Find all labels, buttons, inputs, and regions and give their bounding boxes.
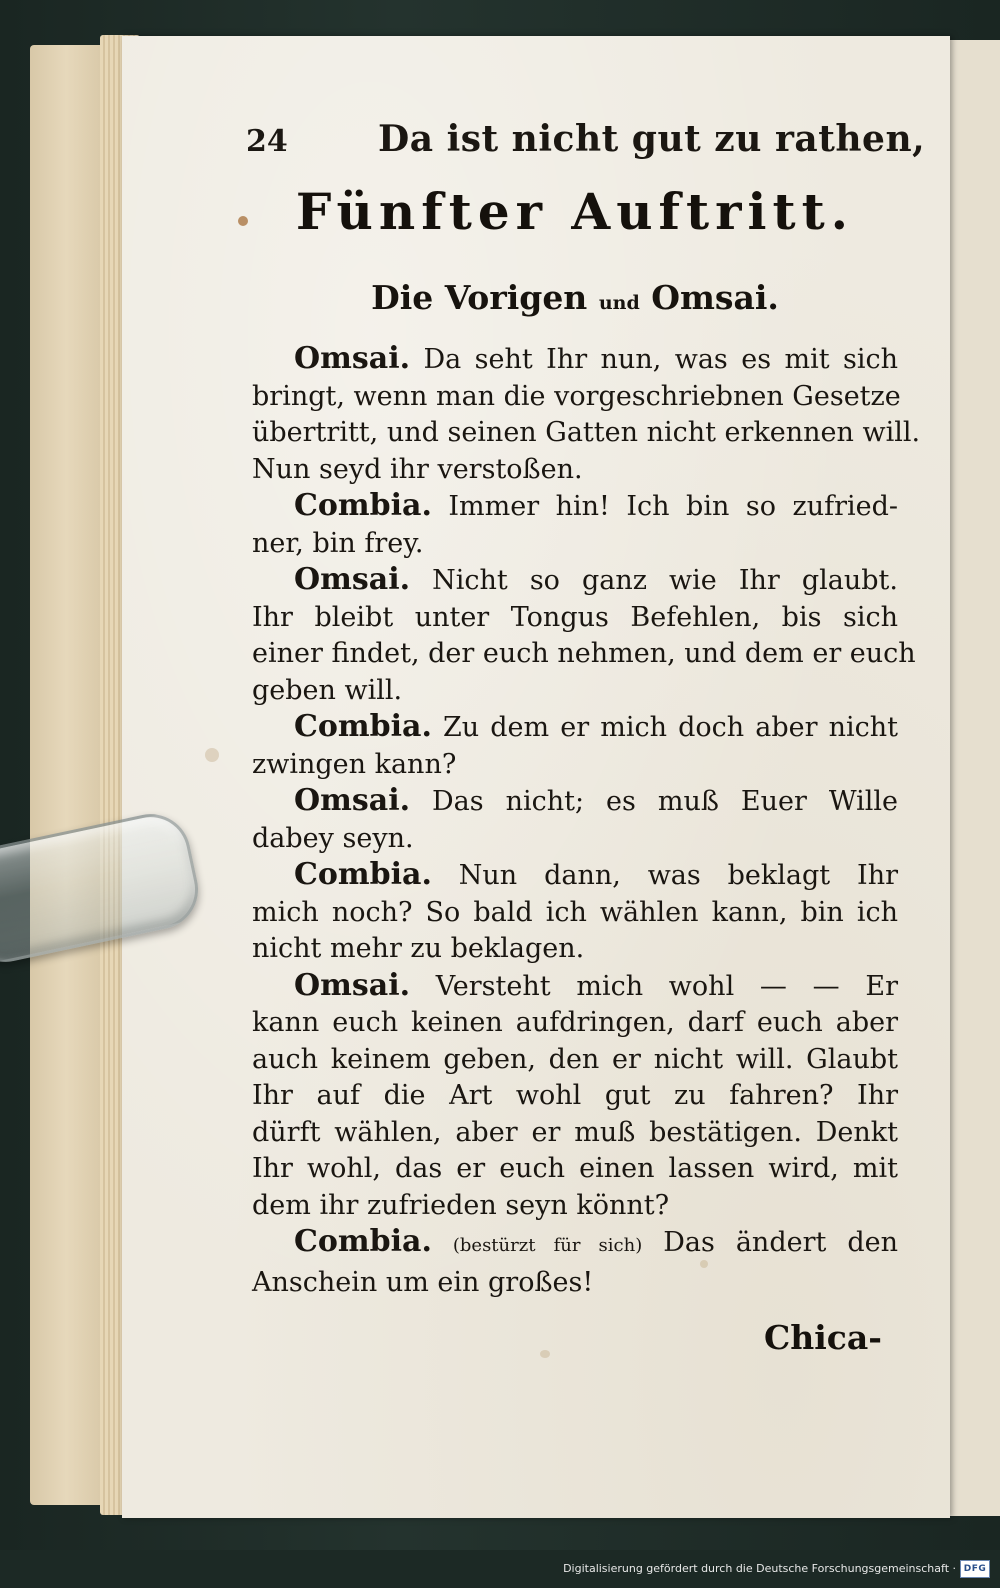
text-line: Versteht mich wohl — — Er (435, 970, 898, 1002)
text-line: zwingen kann? (252, 748, 457, 780)
foxing-spot (540, 1350, 550, 1358)
page-number: 24 (246, 124, 288, 159)
text-line: bringt, wenn man die vorgeschriebnen Gesetze (252, 380, 901, 412)
speaker-name: Combia. (294, 1224, 432, 1259)
cast-conjunction: und (598, 292, 640, 314)
text-line: Nun dann, was beklagt Ihr (458, 860, 898, 891)
foxing-spot (700, 1260, 708, 1268)
text-line: übertritt, und seinen Gatten nicht erkennen will. (252, 417, 921, 448)
text-line: Das nicht; es muß Euer Wille (432, 786, 898, 817)
cast-main-1: Die Vorigen (371, 278, 588, 317)
footer-credit: Digitalisierung gefördert durch die Deutsche Forschungsgemeinschaft · (563, 1562, 956, 1575)
dialogue-paragraph (252, 488, 898, 562)
speaker-name: Combia. (294, 488, 432, 523)
speaker-name: Omsai. (294, 967, 411, 1003)
dialogue-paragraph (252, 857, 898, 968)
text-line: mich noch? So bald ich wählen kann, bin ich (252, 896, 898, 928)
text-line: dabey seyn. (252, 822, 414, 854)
text-line: Zu dem er mich doch aber nicht (443, 712, 898, 743)
scene-title: Fünfter Auftritt. (295, 182, 855, 241)
text-line: ner, bin frey. (252, 527, 424, 559)
text-line: Da seht Ihr nun, was es mit sich (423, 344, 898, 375)
dialogue-paragraph (252, 783, 898, 857)
speaker-name: Omsai. (294, 562, 411, 597)
text-line: dem ihr zufrieden seyn könnt? (252, 1189, 670, 1221)
speaker-name: Omsai. (294, 341, 411, 376)
dfg-logo-icon: DFG (960, 1560, 990, 1578)
text-line: dürft wählen, aber er muß bestätigen. Denkt (252, 1116, 898, 1148)
text-line: Nicht so ganz wie Ihr glaubt. (432, 565, 898, 596)
text-line: Ihr wohl, das er euch einen lassen wird, mit (252, 1153, 898, 1184)
text-line: Ihr bleibt unter Tongus Befehlen, bis sich (252, 601, 898, 633)
running-title: Da ist nicht gut zu rathen, (378, 118, 926, 160)
catchword: Chica- (764, 1318, 882, 1357)
stage-direction: (bestürzt für sich) (452, 1235, 643, 1256)
text-line: auch keinem geben, den er nicht will. Glaubt (252, 1043, 898, 1075)
dialogue-paragraph (252, 562, 916, 709)
speaker-name: Combia. (294, 857, 432, 892)
dialogue-paragraph (252, 968, 898, 1225)
cast-main-2: Omsai. (651, 278, 779, 317)
text-line: nicht mehr zu beklagen. (252, 933, 585, 964)
dialogue-paragraph (252, 1224, 898, 1301)
text-line: Ihr auf die Art wohl gut zu fahren? Ihr (252, 1080, 898, 1111)
ink-spot (238, 216, 248, 226)
dialogue-paragraph (252, 341, 921, 488)
text-line: geben will. (252, 674, 403, 706)
text-line: Immer hin! Ich bin so zufried- (448, 491, 898, 522)
text-line: Das ändert den (663, 1227, 898, 1258)
cast-line (250, 278, 900, 317)
dialogue-paragraph (252, 709, 898, 783)
speaker-name: Combia. (294, 709, 432, 744)
text-line: Anschein um ein großes! (252, 1266, 594, 1298)
dialogue-body (252, 341, 921, 1301)
text-line: einer findet, der euch nehmen, und dem er euch (252, 638, 916, 669)
next-page-edge (950, 40, 1000, 1516)
speaker-name: Omsai. (294, 783, 411, 818)
text-line: Nun seyd ihr verstoßen. (252, 453, 583, 485)
foxing-spot (205, 748, 219, 762)
text-line: kann euch keinen aufdringen, darf euch aber (252, 1007, 898, 1038)
running-header (246, 118, 926, 168)
